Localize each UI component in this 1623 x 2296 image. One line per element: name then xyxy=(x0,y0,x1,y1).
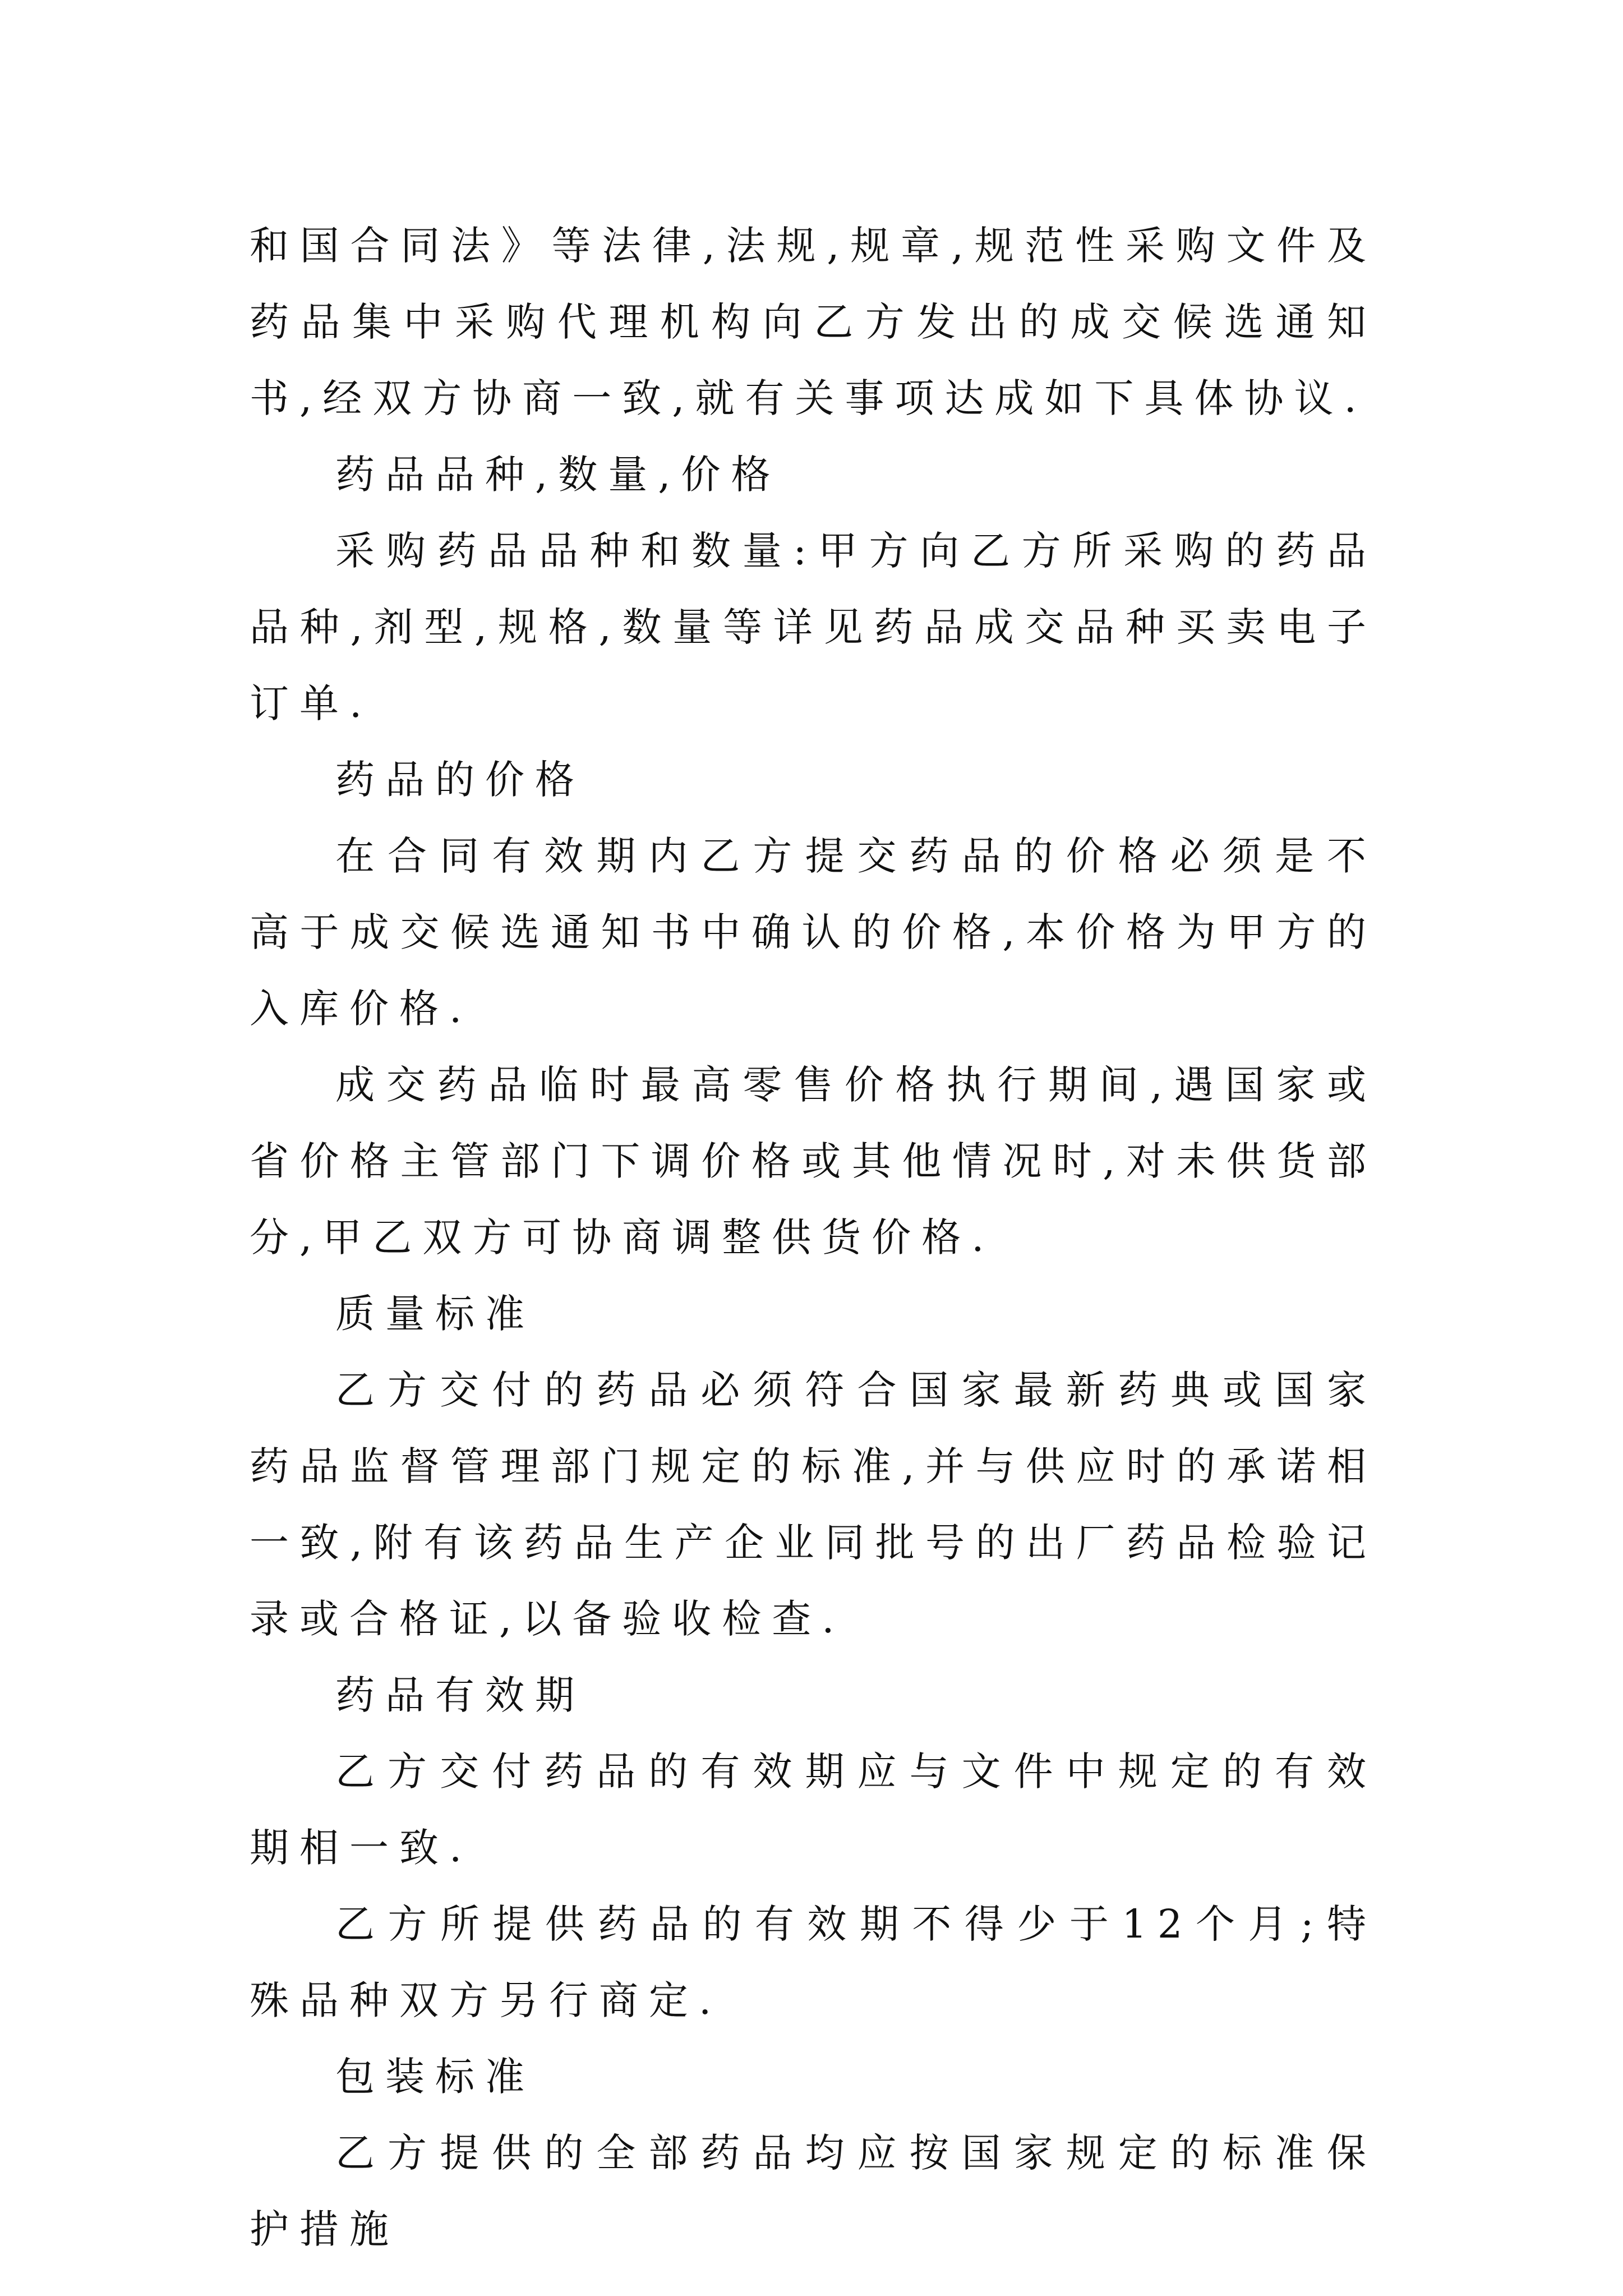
opening-paragraph: 和国合同法》等法律,法规,规章,规范性采购文件及药品集中采购代理机构向乙方发出的成交候选通知书,经双方协商一致,就有关事项达成如下具体协议. xyxy=(250,223,1377,421)
paragraph-varieties-quantity: 采购药品品种和数量:甲方向乙方所采购的药品品种,剂型,规格,数量等详见药品成交品种买卖电子订单. xyxy=(250,528,1377,726)
paragraph-expiry-consistency: 乙方交付药品的有效期应与文件中规定的有效期相一致. xyxy=(250,1749,1377,1871)
paragraph-price-validity: 在合同有效期内乙方提交药品的价格必须是不高于成交候选通知书中确认的价格,本价格为甲方的入库价格. xyxy=(250,833,1377,1032)
section-heading-varieties-quantity-price: 药品品种,数量,价格 xyxy=(335,452,781,498)
document-body xyxy=(250,208,1377,2267)
paragraph-packaging-standard: 乙方提供的全部药品均应按国家规定的标准保护措施 xyxy=(250,2130,1377,2252)
section-heading-expiry-period: 药品有效期 xyxy=(335,1672,585,1718)
paragraph-expiry-minimum: 乙方所提供药品的有效期不得少于12个月;特殊品种双方另行商定. xyxy=(250,1901,1377,2023)
paragraph-quality-standard: 乙方交付的药品必须符合国家最新药典或国家药品监督管理部门规定的标准,并与供应时的承诺相一致,附有该药品生产企业同批号的出厂药品检验记录或合格证,以备验收检查. xyxy=(250,1367,1377,1642)
section-heading-packaging-standard: 包装标准 xyxy=(335,2054,535,2100)
section-heading-quality-standard: 质量标准 xyxy=(335,1291,535,1337)
section-heading-drug-price: 药品的价格 xyxy=(335,757,585,803)
paragraph-price-adjustment: 成交药品临时最高零售价格执行期间,遇国家或省价格主管部门下调价格或其他情况时,对未供货部分,甲乙双方可协商调整供货价格. xyxy=(250,1062,1377,1260)
